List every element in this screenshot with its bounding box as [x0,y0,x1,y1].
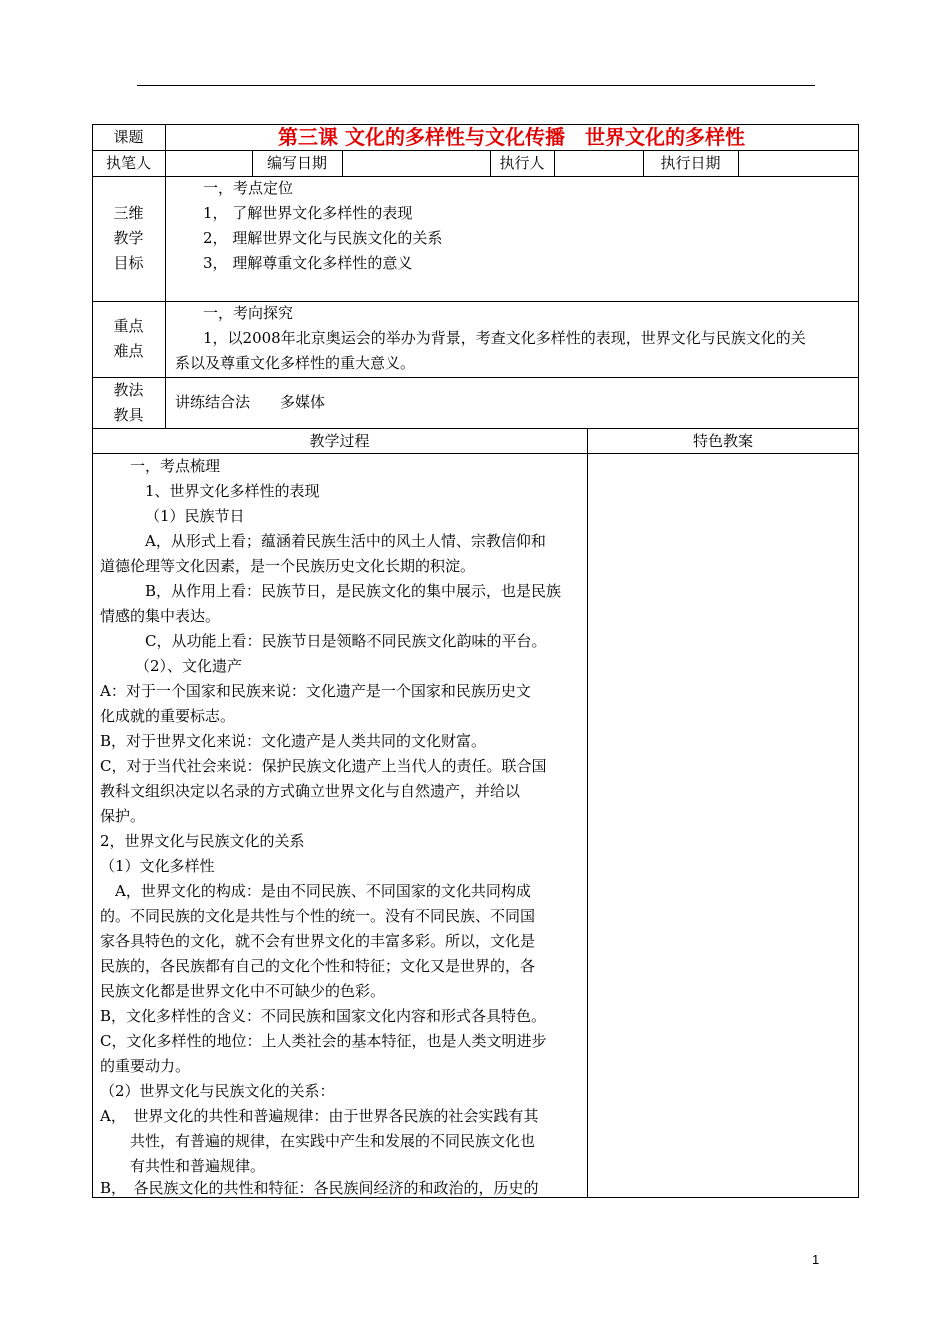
goals-line: 3， 理解尊重文化多样性的意义 [203,254,413,272]
process-line: 一，考点梳理 [130,457,221,475]
process-line: 家各具特色的文化，就不会有世界文化的丰富多彩。所以，文化是 [100,932,536,950]
process-line: 的。不同民族的文化是共性与个性的统一。没有不同民族、不同国 [100,907,536,925]
process-line: 民族的，各民族都有自己的文化个性和特征；文化又是世界的，各 [100,957,536,975]
methods-text: 讲练结合法 多媒体 [175,393,326,411]
focus-line: 1，以2008年北京奥运会的举办为背景，考查文化多样性的表现，世界文化与民族文化的关 [203,329,806,347]
lesson-title: 第三课 文化的多样性与文化传播 世界文化的多样性 [278,125,745,149]
process-line: A，从形式上看；蕴涵着民族生活中的风土人情、宗教信仰和 [145,532,546,550]
process-line: C，对于当代社会来说：保护民族文化遗产上当代人的责任。联合国 [100,757,547,775]
methods-label-2: 教具 [113,406,144,424]
focus-line: 系以及尊重文化多样性的重大意义。 [175,354,416,372]
process-line: 道德伦理等文化因素，是一个民族历史文化长期的积淀。 [100,557,476,575]
process-header: 教学过程 [309,432,370,450]
focus-label-1: 重点 [113,317,144,335]
process-line: 1、世界文化多样性的表现 [145,482,320,500]
methods-label-1: 教法 [113,381,144,399]
process-line: A：对于一个国家和民族来说：文化遗产是一个国家和民族历史文 [100,682,531,700]
column-divider [165,124,166,428]
write-date-label: 编写日期 [266,154,327,172]
author-label: 执笔人 [105,154,151,172]
special-plan-header: 特色教案 [692,432,753,450]
process-line: 教科文组织决定以名录的方式确立世界文化与自然遗产，并给以 [100,782,521,800]
process-line: 情感的集中表达。 [100,607,221,625]
goals-line: 一，考点定位 [203,179,294,197]
column-divider [738,150,739,176]
process-line: A， 世界文化的共性和普遍规律：由于世界各民族的社会实践有其 [100,1107,539,1125]
column-divider [342,150,343,176]
column-divider [554,150,555,176]
focus-label-2: 难点 [113,342,144,360]
process-line: B，文化多样性的含义：不同民族和国家文化内容和形式各具特色。 [100,1007,547,1025]
executor-label: 执行人 [499,154,545,172]
page-number: 1 [812,1252,820,1267]
process-line: B，从作用上看：民族节日，是民族文化的集中展示，也是民族 [145,582,562,600]
process-line: （1）文化多样性 [100,857,215,875]
goals-line: 1， 了解世界文化多样性的表现 [203,204,413,222]
process-line: 2，世界文化与民族文化的关系 [100,832,305,850]
process-line: （2）世界文化与民族文化的关系： [100,1082,335,1100]
row-divider [92,150,859,151]
focus-line: 一，考向探究 [203,304,294,322]
process-line: 保护。 [100,807,146,825]
goals-label-2: 教学 [113,229,144,247]
process-line: A，世界文化的构成：是由不同民族、不同国家的文化共同构成 [115,882,531,900]
header-rule [137,85,815,86]
process-line: （2）、文化遗产 [135,657,243,675]
process-line: 有共性和普遍规律。 [130,1157,266,1175]
process-line: 的重要动力。 [100,1057,191,1075]
process-line: 民族文化都是世界文化中不可缺少的色彩。 [100,982,386,1000]
row-divider [92,377,859,378]
exec-date-label: 执行日期 [660,154,721,172]
process-line: B， 各民族文化的共性和特征：各民族间经济的和政治的，历史的 [100,1179,539,1197]
goals-line: 2， 理解世界文化与民族文化的关系 [203,229,443,247]
process-line: （1）民族节日 [145,507,245,525]
process-line: C，从功能上看：民族节日是领略不同民族文化韵味的平台。 [145,632,547,650]
process-line: B，对于世界文化来说：文化遗产是人类共同的文化财富。 [100,732,487,750]
process-line: 共性，有普遍的规律，在实践中产生和发展的不同民族文化也 [130,1132,536,1150]
process-line: C，文化多样性的地位：上人类社会的基本特征，也是人类文明进步 [100,1032,547,1050]
column-divider [587,428,588,1198]
goals-label-1: 三维 [113,204,144,222]
process-line: 化成就的重要标志。 [100,707,236,725]
topic-label: 课题 [113,128,144,146]
goals-label-3: 目标 [113,254,144,272]
